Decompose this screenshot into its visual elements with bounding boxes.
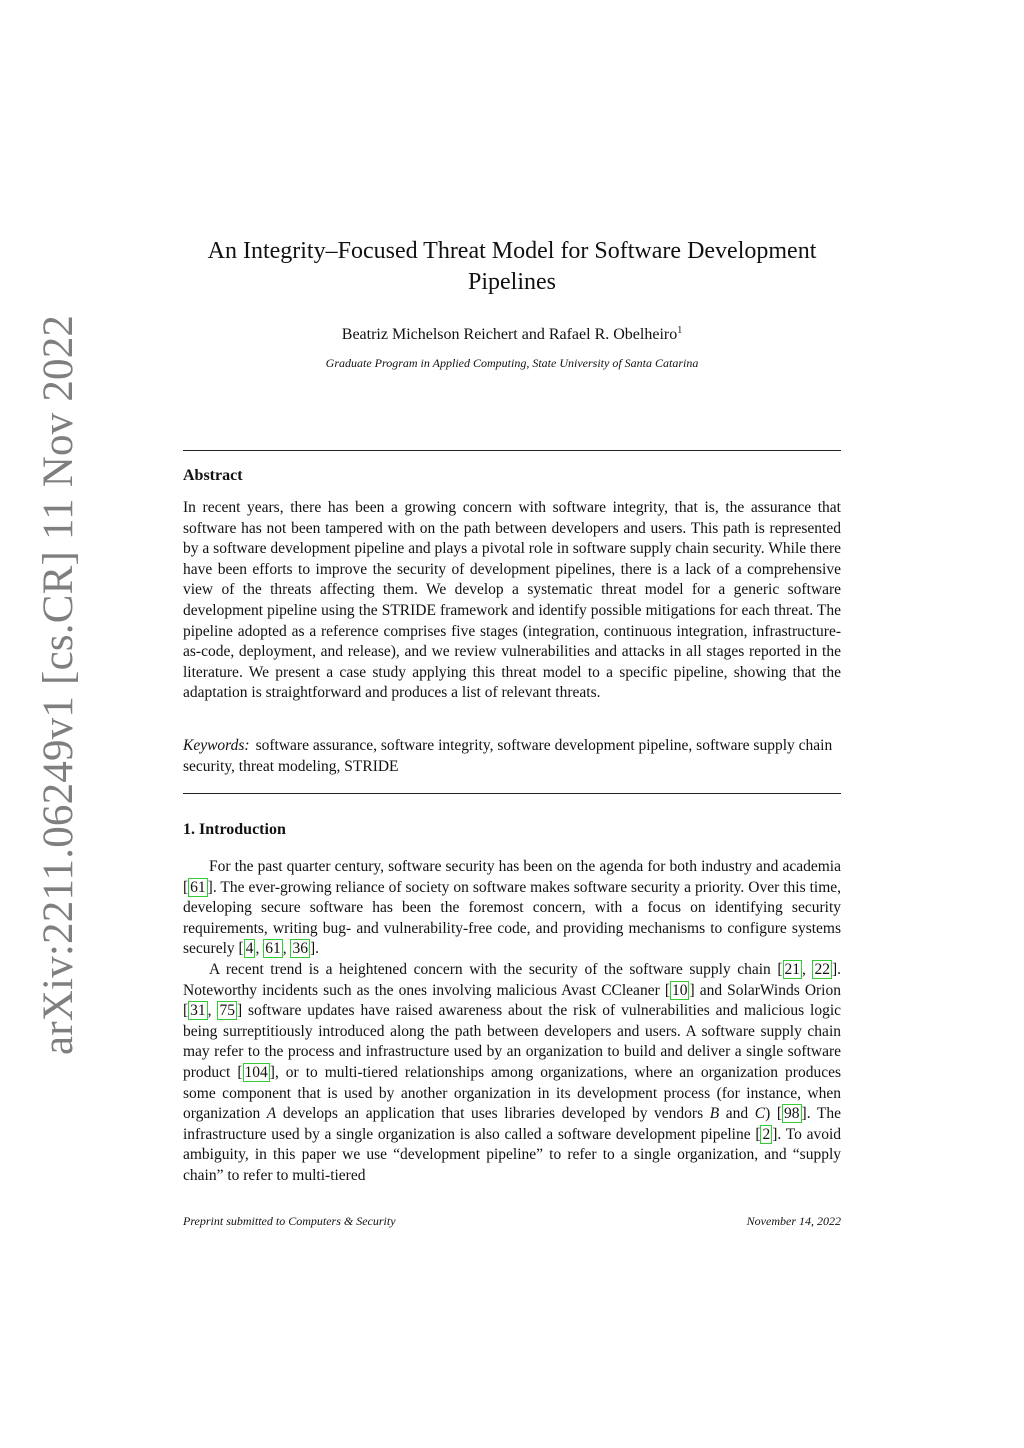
citation-link[interactable]: 2 xyxy=(762,1125,771,1143)
arxiv-identifier: arXiv:2211.06249v1 [cs.CR] 11 Nov 2022 xyxy=(35,314,82,1055)
affiliation: Graduate Program in Applied Computing, State University of Santa Catarina xyxy=(325,356,699,370)
abstract-top-rule xyxy=(183,450,841,451)
keywords-label: Keywords: xyxy=(183,737,250,754)
author-list xyxy=(183,325,841,345)
author-names: Beatriz Michelson Reichert and Rafael R. Obelheiro xyxy=(341,326,678,343)
abstract-heading: Abstract xyxy=(183,467,243,484)
title-line-2: Pipelines xyxy=(468,269,556,295)
keywords xyxy=(183,736,841,777)
footer-submission-note: Preprint submitted to Computers & Security xyxy=(183,1214,396,1228)
introduction-body xyxy=(183,857,841,1187)
paper-title xyxy=(183,236,841,298)
paragraph: A recent trend is a heightened concern with the security of the software supply chain [ 21 , 22 ]. Noteworthy incidents such as the ones involving malicious Avast CCleaner [ 10 ] and SolarWinds Orion [ 31 , 75 ] software updates have raised awareness about the risk of vulnerabilities and malicious logic being surreptitiously introduced along the path between developers and users. A software supply chain may refer to the process and infrastructure used by an organization to build and deliver a single software product [ 104 ], or to multi-tiered relationships among organizations, where an organization produces some component that is used by another organization in its development process (for instance, when organization A develops an application that uses libraries developed by vendors B and C) [ 98 ]. The infrastructure used by a single organization is also called a software development pipeline [ 2 ]. To avoid ambiguity, in this paper we use “development pipeline” to refer to a single organization, and “supply chain” to refer to multi-tiered xyxy=(183,960,842,1184)
keywords-text: software assurance, software integrity, software development pipeline, software supply chain security, threat modeling, STRIDE xyxy=(183,737,833,775)
citation-link[interactable]: 61 xyxy=(265,940,281,958)
citation-link[interactable]: 22 xyxy=(814,960,830,978)
citation-link[interactable]: 21 xyxy=(784,960,801,978)
citation-link[interactable]: 75 xyxy=(219,1002,235,1020)
citation-link[interactable]: 10 xyxy=(671,981,688,999)
citation-link[interactable]: 98 xyxy=(784,1105,800,1123)
section-heading: 1. Introduction xyxy=(183,821,286,838)
paragraph: For the past quarter century, software security has been on the agenda for both industry and academia [ 61 ]. The ever-growing reliance of society on software makes software security a priority. Over this time, developing secure software has been the foremost concern, with a focus on identifying security requirements, writing bug- and vulnerability-free code, and providing mechanisms to configure systems securely [ 4 , 61 , 36 ]. xyxy=(183,858,841,958)
abstract-bottom-rule xyxy=(183,793,841,794)
citation-link[interactable]: 4 xyxy=(245,940,254,958)
citation-link[interactable]: 61 xyxy=(190,878,206,896)
footer-date: November 14, 2022 xyxy=(746,1214,841,1228)
author-footnote-mark: 1 xyxy=(677,325,683,336)
title-line-1: An Integrity–Focused Threat Model for Software Development xyxy=(207,238,817,264)
citation-link[interactable]: 104 xyxy=(244,1063,268,1081)
abstract-text: In recent years, there has been a growing concern with software integrity, that is, the assurance that software has not been tampered with on the path between developers and users. This path is represented by a software development pipeline and plays a pivotal role in software supply chain security. While there have been efforts to improve the security of development pipelines, there is a lack of a comprehensive view of the threats affecting them. We develop a systematic threat model for a generic software development pipeline using the STRIDE framework and identify possible mitigations for each threat. The pipeline adopted as a reference comprises five stages (integration, continuous integration, infrastructure-as-code, deployment, and release), and we review vulnerabilities and attacks in all stages reported in the literature. We present a case study applying this threat model to a specific pipeline, showing that the adaptation is straightforward and produces a list of relevant threats. xyxy=(183,499,841,702)
citation-link[interactable]: 36 xyxy=(292,940,308,958)
citation-link[interactable]: 31 xyxy=(190,1002,206,1020)
